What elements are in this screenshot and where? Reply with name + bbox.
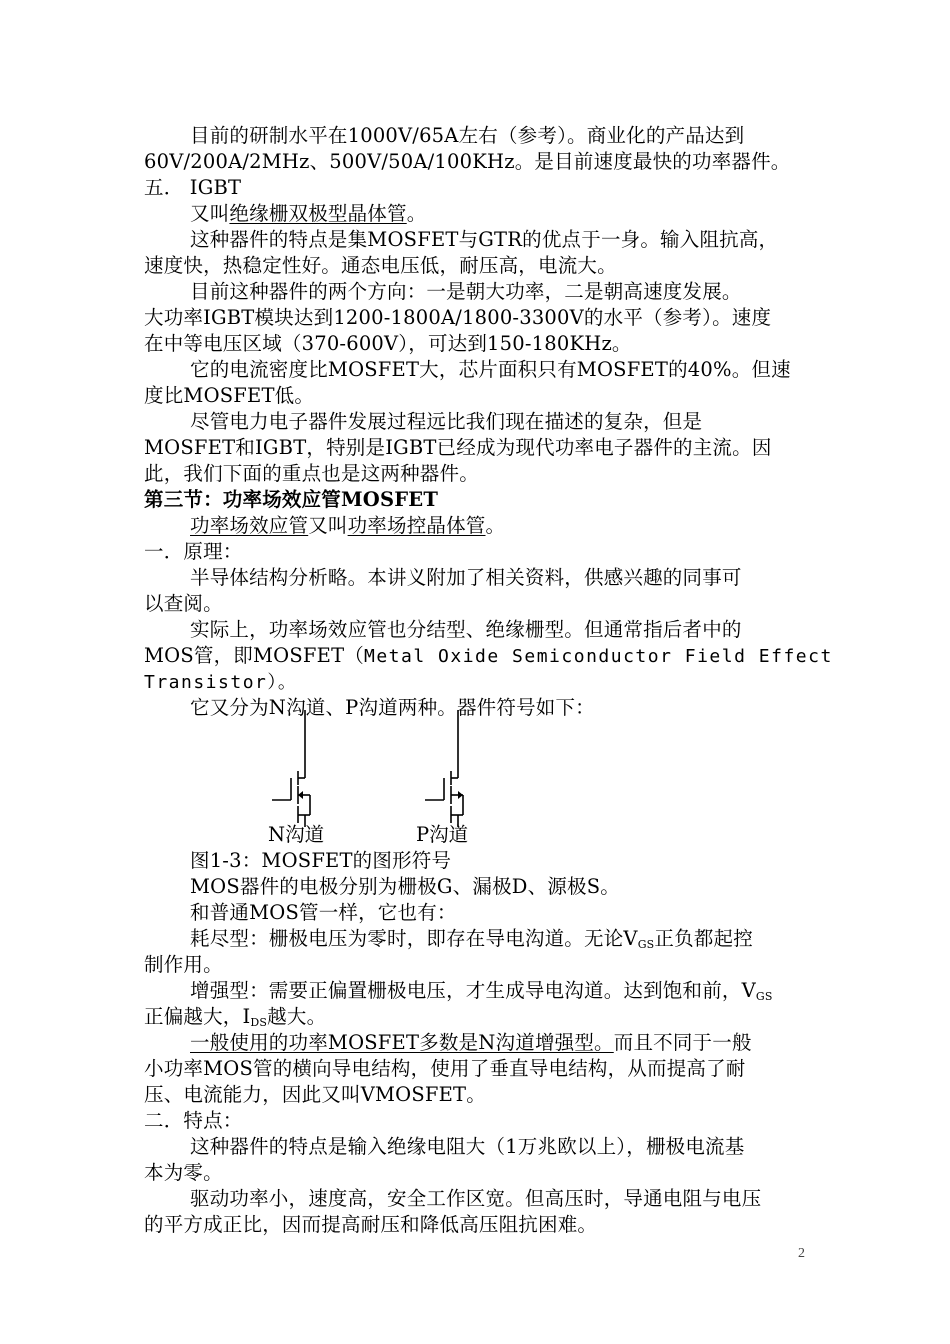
paragraph-line: 一般使用的功率MOSFET多数是N沟道增强型。而且不同于一般: [190, 1031, 752, 1054]
paragraph-line: 实际上，功率场效应管也分结型、绝缘栅型。但通常指后者中的: [190, 618, 742, 641]
subsection-heading: 一．原理：: [144, 540, 243, 563]
paragraph-line: 以查阅。: [144, 592, 223, 615]
paragraph-line: 在中等电压区域（370-600V），可达到150-180KHz。: [144, 332, 632, 355]
page-number: 2: [798, 1246, 805, 1261]
figure-caption: 图1-3：MOSFET的图形符号: [190, 849, 452, 872]
underlined-sentence: 一般使用的功率MOSFET多数是N沟道增强型。: [190, 1031, 614, 1054]
paragraph-line: MOS管，即MOSFET（Metal Oxide Semiconductor Field Effect: [144, 644, 833, 667]
paragraph-line: 速度快，热稳定性好。通态电压低，耐压高，电流大。: [144, 254, 617, 277]
paragraph-line: 小功率MOS管的横向导电结构，使用了垂直导电结构，从而提高了耐: [144, 1057, 746, 1080]
p-channel-mosfet-symbol: [415, 705, 475, 830]
paragraph-line: 压、电流能力，因此又叫VMOSFET。: [144, 1083, 486, 1106]
paragraph-line: 它又分为N沟道、P沟道两种。器件符号如下：: [190, 696, 595, 719]
paragraph-line: 半导体结构分析略。本讲义附加了相关资料，供感兴趣的同事可: [190, 566, 742, 589]
paragraph-line: 度比MOSFET低。: [144, 384, 315, 407]
paragraph-line: 又叫绝缘栅双极型晶体管。: [190, 202, 427, 225]
underlined-term: 功率场效应管: [190, 514, 309, 537]
paragraph-line: 本为零。: [144, 1161, 223, 1184]
paragraph-line: 制作用。: [144, 953, 223, 976]
subsection-heading: 二．特点：: [144, 1109, 243, 1132]
paragraph-line: Transistor）。: [144, 672, 298, 693]
paragraph-line: 功率场效应管又叫功率场控晶体管。: [190, 514, 506, 537]
paragraph-line: 和普通MOS管一样，它也有：: [190, 901, 457, 924]
paragraph-line: 大功率IGBT模块达到1200-1800A/1800-3300V的水平（参考）。速度: [144, 306, 772, 329]
n-channel-mosfet-symbol: [262, 705, 322, 830]
p-channel-label: P沟道: [416, 823, 469, 846]
paragraph-line: MOSFET和IGBT，特别是IGBT已经成为现代功率电子器件的主流。因: [144, 436, 772, 459]
paragraph-line: 它的电流密度比MOSFET大，芯片面积只有MOSFET的40%。但速: [190, 358, 791, 381]
paragraph-line: 目前的研制水平在1000V/65A左右（参考）。商业化的产品达到: [190, 124, 745, 147]
paragraph-line: 正偏越大，$I_{DS}$越大。: [144, 1005, 327, 1029]
paragraph-line: 目前这种器件的两个方向：一是朝大功率，二是朝高速度发展。: [190, 280, 742, 303]
paragraph-line: 此，我们下面的重点也是这两种器件。: [144, 462, 479, 485]
paragraph-line: 耗尽型：栅极电压为零时，即存在导电沟道。无论$V_{GS}$正负都起控: [190, 927, 753, 951]
paragraph-line: 增强型：需要正偏置栅极电压，才生成导电沟道。达到饱和前，$V_{GS}$: [190, 979, 773, 1003]
paragraph-line: 的平方成正比，因而提高耐压和降低高压阻抗困难。: [144, 1213, 598, 1236]
paragraph-line: MOS器件的电极分别为栅极G、漏极D、源极S。: [190, 875, 620, 898]
paragraph-line: 驱动功率小，速度高，安全工作区宽。但高压时，导通电阻与电压: [190, 1187, 762, 1210]
paragraph-line: 60V/200A/2MHz、500V/50A/100KHz。是目前速度最快的功率器件。: [144, 150, 791, 173]
paragraph-line: 这种器件的特点是输入绝缘电阻大（1万兆欧以上），栅极电流基: [190, 1135, 745, 1158]
paragraph-line: 这种器件的特点是集MOSFET与GTR的优点于一身。输入阻抗高，: [190, 228, 779, 251]
paragraph-line: 尽管电力电子器件发展过程远比我们现在描述的复杂，但是: [190, 410, 703, 433]
underlined-term: 绝缘栅双极型晶体管: [229, 202, 407, 225]
section-heading-igbt: 五． IGBT: [144, 176, 242, 199]
n-channel-label: N沟道: [268, 823, 325, 846]
section-title: 第三节：功率场效应管MOSFET: [144, 488, 439, 511]
underlined-term: 功率场控晶体管: [347, 514, 486, 537]
